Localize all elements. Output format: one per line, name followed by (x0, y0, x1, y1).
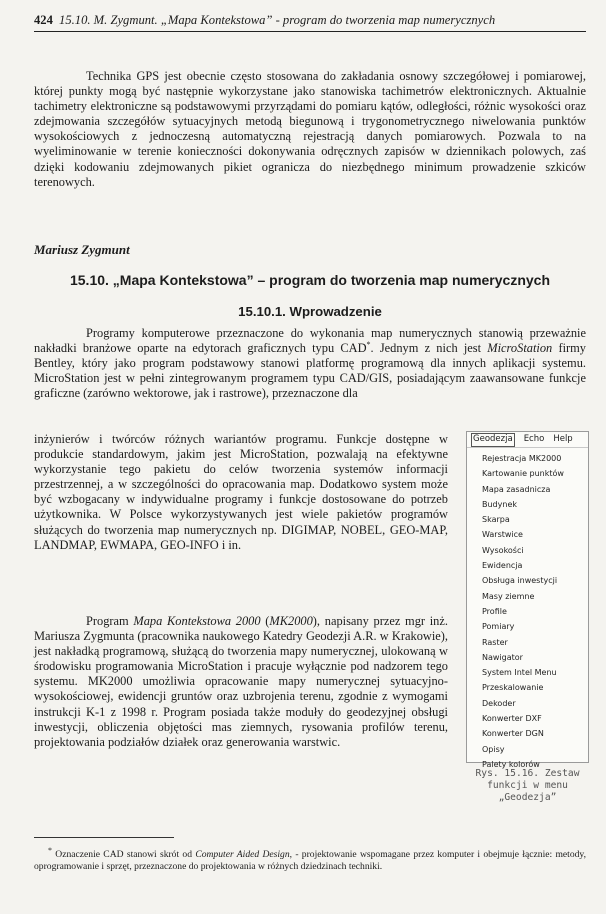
program-abbreviation: MK2000 (269, 614, 313, 628)
footnote (34, 845, 587, 873)
menu-item-dekoder[interactable]: Dekoder (482, 698, 516, 708)
figure-caption (466, 768, 589, 804)
menu-item-wysokosci[interactable]: Wysokości (482, 545, 524, 555)
menu-item-mapa-zasadnicza[interactable]: Mapa zasadnicza (482, 484, 551, 494)
text-run: ), napisany przez mgr inż. Mariusza Zygmunta (pracownika naukowego Katedry Geodezji A.R. w Krakowie), jest nakładką programową, służącą do tworzenia mapy numerycznej, ulokowaną w środowisku programowania MicroStation i pracuje wyłącznie pod nadzorem tego systemu. MK2000 umożliwia opracowanie mapy numerycznej sytuacyjno-wysokościowej, ewidencji gruntów oraz uzbrojenia terenu, zgodnie z wymogami instrukcji K-1 z 1998 r. Program posiada także moduły do geodezyjnej obsługi inwestycji, obliczenia objętości mas ziemnych, rysowania profilów terenu, projektowania podziałów działek oraz generowania warstwic. (34, 614, 448, 749)
author-name: Mariusz Zygmunt (34, 242, 130, 257)
text-run: . Jednym z nich jest (370, 341, 488, 356)
menu-item-profile[interactable]: Profile (482, 606, 507, 616)
program-name: Mapa Kontekstowa 2000 (133, 614, 261, 628)
menu-bar (467, 432, 588, 448)
paragraph-programs-intro (34, 326, 586, 401)
menu-item-system-intel-menu[interactable]: System Intel Menu (482, 668, 557, 678)
menu-item-skarpa[interactable]: Skarpa (482, 515, 510, 525)
menu-item-raster[interactable]: Raster (482, 637, 508, 647)
paragraph-mk2000 (34, 614, 448, 750)
cad-term: Computer Aided Design (195, 849, 290, 860)
caption-line: Rys. 15.16. Zestaw (475, 768, 580, 779)
menu-item-masy-ziemne[interactable]: Masy ziemne (482, 591, 535, 601)
paragraph-programs-continued: inżynierów i twórców różnych wariantów programu. Funkcje dostępne w produkcie standardowym, jakim jest MicroStation, pozwalają na efektywne wykorzystanie tego pakietu do celów tworzenia systemów informacji przestrzennej, a w szczególności do opracowania map. Dodatkowo system może być wzbogacany w indywidualne programy i funkcje dostosowane do potrzeb użytkownika. W Polsce wykorzystywanych jest wiele pakietów programów służących do tworzenia map numerycznych np. DIGIMAP, NOBEL, GEO-MAP, LANDMAP, EWMAPA, GEO-INFO i in. (34, 432, 448, 552)
intro-paragraph: Technika GPS jest obecnie często stosowana do zakładania osnowy szczegółowej i pomiarowej, której punkty mogą być następnie wykorzystane jako stanowiska tachimetrów elektronicznych. Aktualnie tachimetry elektroniczne są podstawowymi przyrządami do pomiaru kątów, odległości, różnic wysokości oraz zdejmowania szczegółów sytuacyjnych metodą biegunową i trygonometrycznego niwelowania punktów wysokościowych z jednoczesną automatyczną rejestracją danych pomiarowych. Pozwala to na wyeliminowanie w terenie konieczności dokonywania odręcznych zapisów w dziennikach polowych, zaś dzięki kodowaniu zdejmowanych pikiet ogranicza do niezbędnego minimum prowadzenie szkiców terenowych. (34, 69, 586, 189)
menu-item-opisy[interactable]: Opisy (482, 744, 505, 754)
menu-item-rejestracja[interactable]: Rejestracja MK2000 (482, 454, 562, 463)
menu-item-list (467, 448, 588, 772)
menu-item-ewidencja[interactable]: Ewidencja (482, 561, 523, 571)
geodezja-menu-figure (466, 431, 589, 769)
menu-item-przeskalowanie[interactable]: Przeskalowanie (482, 683, 544, 693)
menu-item-obsluga-inwestycji[interactable]: Obsługa inwestycji (482, 576, 558, 586)
footnote-reference: * (366, 339, 371, 349)
text-run: firmy Bentley, który jako program podstawowy stanowi platformę programową dla innych aplikacji systemu. MicroStation jest w pełni zintegrowanym programem typu CAD/GIS, posiadającym zaawansowane funkcje graficzne (zarówno wektorowe, jak i rastrowe), przeznaczone dla (34, 341, 586, 401)
menu-item-nawigator[interactable]: Nawigator (482, 652, 523, 662)
menu-echo[interactable]: Echo (523, 434, 545, 444)
menu-help[interactable]: Help (553, 434, 573, 444)
section-title: 15.10. „Mapa Kontekstowa” – program do tworzenia map numerycznych (69, 272, 550, 288)
footnote-divider (34, 837, 174, 838)
footnote-mark: * (48, 845, 52, 855)
menu-item-warstwice[interactable]: Warstwice (482, 530, 523, 540)
menu-item-palety-kolorow[interactable]: Palety kolorów (482, 759, 540, 769)
menu-item-budynek[interactable]: Budynek (482, 499, 517, 509)
menu-item-pomiary[interactable]: Pomiary (482, 622, 515, 632)
text-run: , - projektowanie wspomagane przez komputer i obejmuje łącznie: metody, oprogramowanie i sprzęt, przeznaczone do projektowania w różnych dziedzinach techniki. (34, 849, 587, 872)
menu-item-konwerter-dxf[interactable]: Konwerter DXF (482, 714, 542, 724)
microstation-term: MicroStation (487, 341, 553, 356)
running-header (34, 13, 586, 32)
text-run: Programy komputerowe przeznaczone do wykonania map numerycznych stanowią przeważnie nakładki branżowe oparte na edytorach graficznych typu CAD (34, 326, 586, 356)
menu-item-konwerter-dgn[interactable]: Konwerter DGN (482, 729, 544, 739)
text-run: Oznaczenie CAD stanowi skrót od (52, 849, 196, 860)
text-run: Program (86, 614, 134, 628)
running-title: 15.10. M. Zygmunt. „Mapa Kontekstowa” - program do tworzenia map numerycznych (59, 13, 496, 27)
caption-line: „Geodezja” (498, 792, 557, 803)
page-number: 424 (34, 13, 53, 27)
caption-line: funkcji w menu (487, 780, 568, 791)
menu-item-kartowanie[interactable]: Kartowanie punktów (482, 469, 564, 479)
subsection-title: 15.10.1. Wprowadzenie (238, 304, 382, 319)
text-run: ( (260, 614, 270, 628)
menu-geodezja[interactable]: Geodezja (471, 433, 515, 447)
